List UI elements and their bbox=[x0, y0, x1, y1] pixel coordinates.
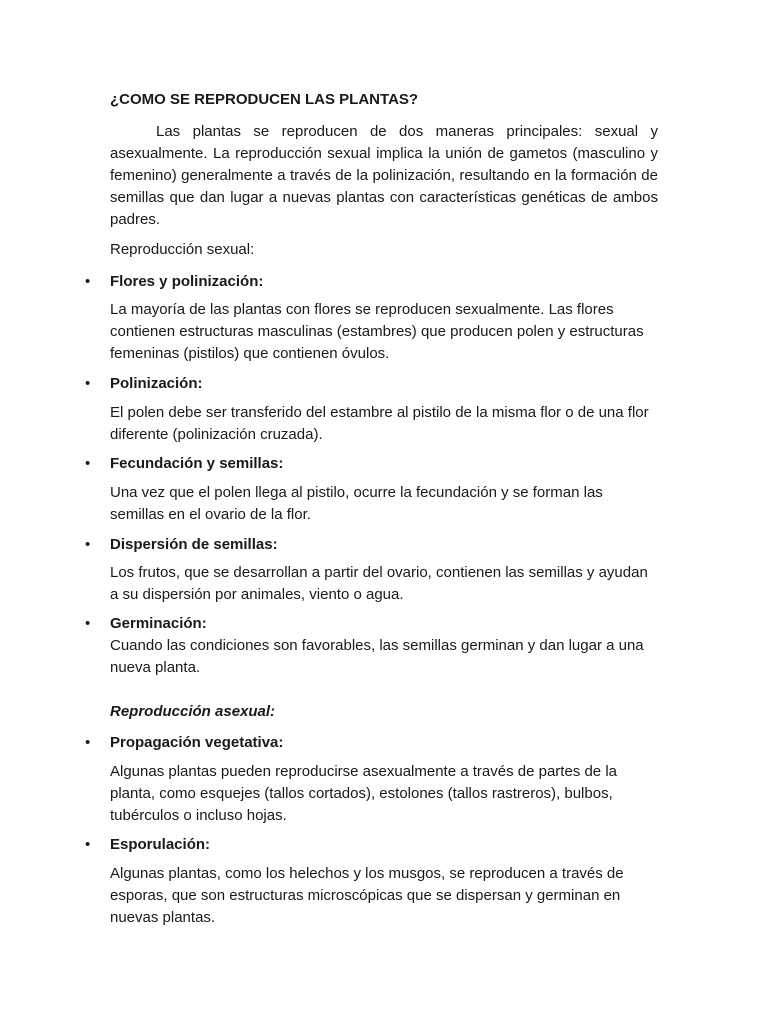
intro-paragraph: Las plantas se reproducen de dos maneras principales: sexual y asexualmente. La reproducción sexual implica la unión de gametos (masculino y femenino) generalmente a través de la polinización, resultando en la formación de semillas que dan lugar a nuevas plantas con características genéticas de ambos padres. bbox=[110, 123, 658, 228]
bullet-heading-polinizacion: • Polinización: bbox=[110, 373, 203, 395]
bullet-text-polinizacion: El polen debe ser transferido del estambre al pistilo de la misma flor o de una flor diferente (polinización cruzada). bbox=[110, 404, 649, 443]
bullet-text-flores: La mayoría de las plantas con flores se reproducen sexualmente. Las flores contienen estructuras masculinas (estambres) que producen polen y estructuras femeninas (pistilos) que contienen óvulos. bbox=[110, 301, 644, 362]
bullet-text-esporulacion: Algunas plantas, como los helechos y los musgos, se reproducen a través de esporas, que son estructuras microscópicas que se dispersan y germinan en nuevas plantas. bbox=[110, 865, 624, 926]
bullet-heading-germinacion: • Germinación: bbox=[110, 613, 207, 635]
asexual-reproduction-label: Reproducción asexual: bbox=[110, 703, 276, 720]
bullet-heading-esporulacion: • Esporulación: bbox=[110, 834, 210, 856]
bullet-text-germinacion: Cuando las condiciones son favorables, las semillas germinan y dan lugar a una nueva planta. bbox=[110, 637, 644, 676]
bullet-text-fecundacion: Una vez que el polen llega al pistilo, ocurre la fecundación y se forman las semillas en el ovario de la flor. bbox=[110, 484, 603, 523]
sexual-reproduction-label: Reproducción sexual: bbox=[110, 241, 255, 258]
bullet-text-dispersion: Los frutos, que se desarrollan a partir del ovario, contienen las semillas y ayudan a su dispersión por animales, viento o agua. bbox=[110, 564, 648, 603]
document-title: ¿COMO SE REPRODUCEN LAS PLANTAS? bbox=[110, 91, 419, 108]
bullet-heading-dispersion: • Dispersión de semillas: bbox=[110, 534, 278, 556]
bullet-heading-flores: • Flores y polinización: bbox=[110, 271, 263, 293]
bullet-heading-fecundacion: • Fecundación y semillas: bbox=[110, 453, 283, 475]
bullet-text-propagacion: Algunas plantas pueden reproducirse asexualmente a través de partes de la planta, como esquejes (tallos cortados), estolones (tallos rastreros), bulbos, tubérculos o incluso hojas. bbox=[110, 763, 617, 824]
bullet-heading-propagacion: • Propagación vegetativa: bbox=[110, 732, 283, 754]
